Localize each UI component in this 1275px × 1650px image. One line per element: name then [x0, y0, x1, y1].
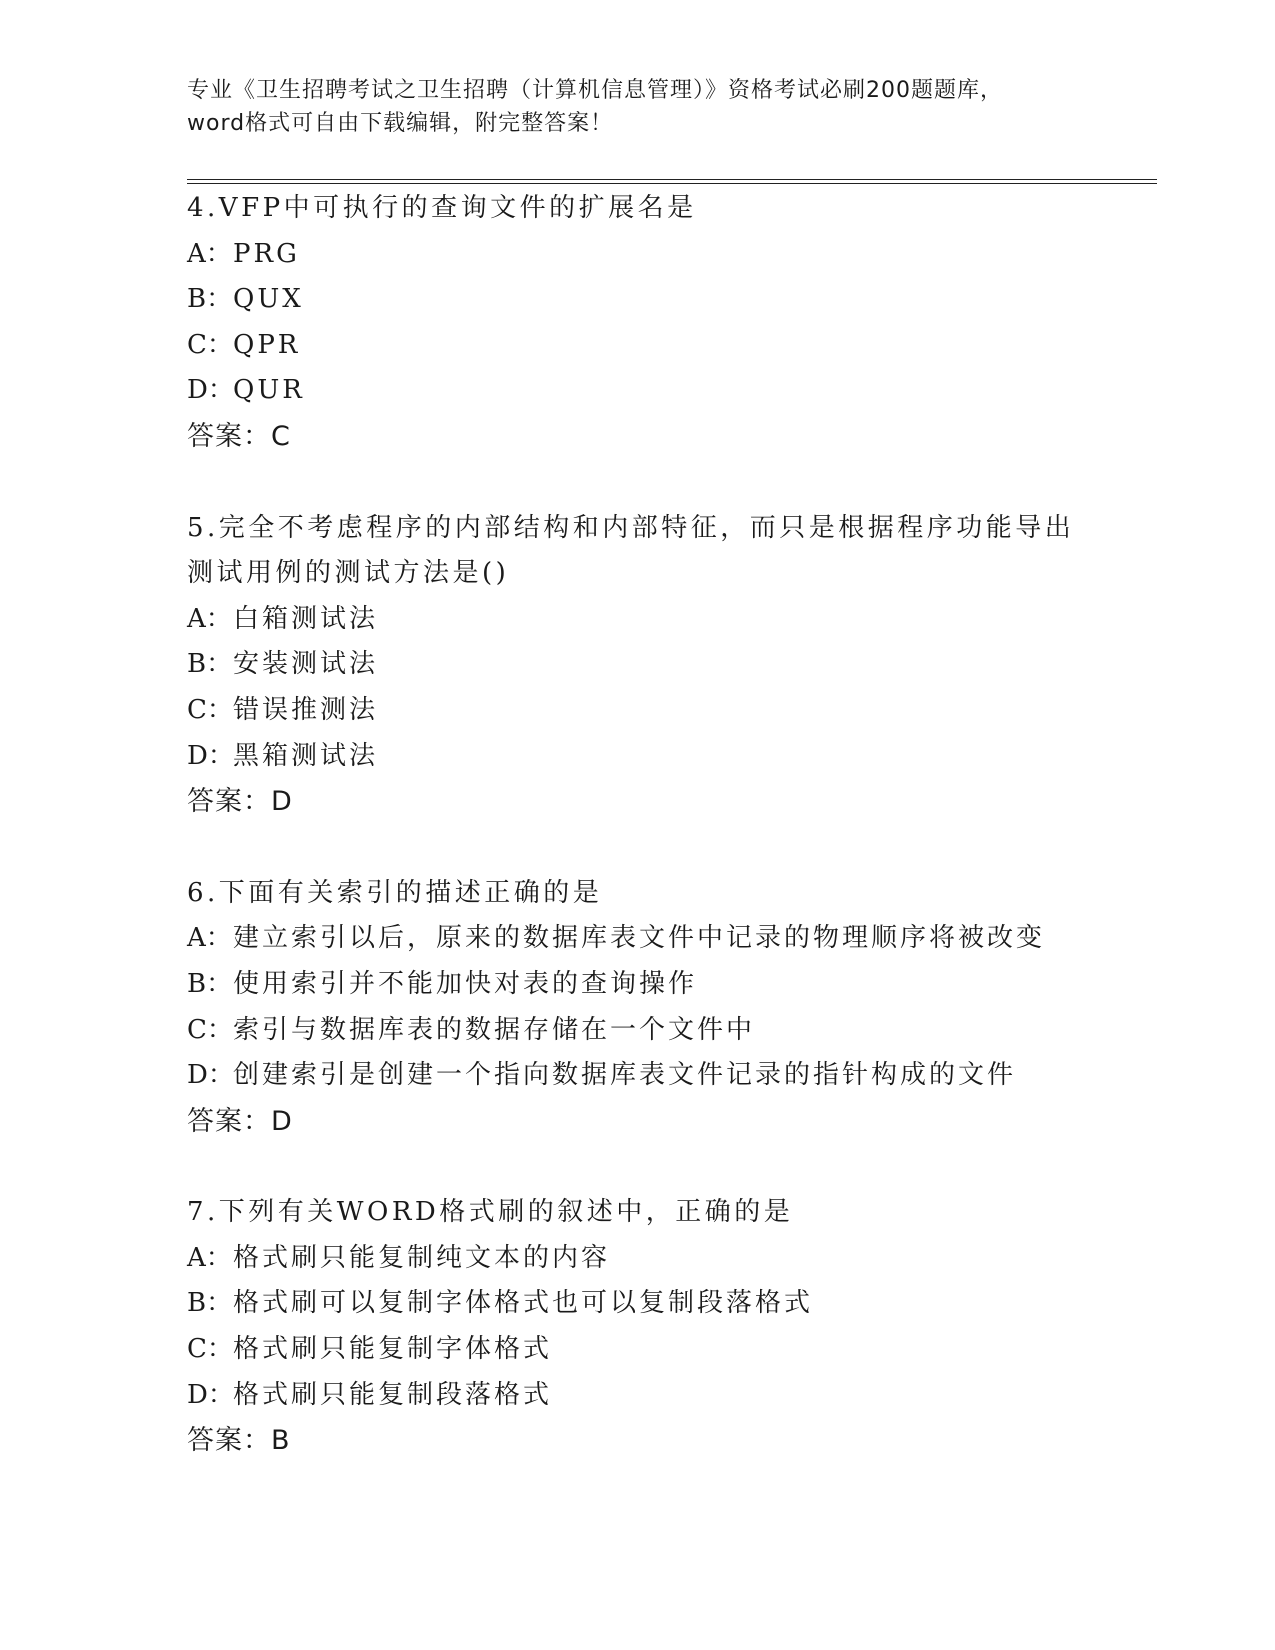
- option-label: D：: [187, 1060, 234, 1091]
- header-divider-top: [187, 179, 1157, 180]
- answer-text: 答案：D: [187, 1105, 293, 1137]
- option-b: [187, 642, 1157, 688]
- question-text: 6.下面有关索引的描述正确的是: [187, 877, 603, 908]
- answer-text: 答案：D: [187, 786, 293, 818]
- option-text: 格式刷只能复制纯文本的内容: [233, 1242, 611, 1273]
- option-label: D：: [187, 375, 234, 406]
- option-label: C：: [187, 1014, 233, 1045]
- question-text: 5.完全不考虑程序的内部结构和内部特征，而只是根据程序功能导出: [187, 512, 1075, 543]
- option-a: [187, 597, 1157, 643]
- header-line-2: word格式可自由下载编辑，附完整答案！: [187, 111, 614, 136]
- option-b: [187, 962, 1157, 1008]
- question-item: [187, 871, 1157, 1145]
- option-c: [187, 688, 1157, 734]
- option-d: [187, 1053, 1157, 1099]
- option-c: [187, 1327, 1157, 1373]
- header-divider-bottom: [187, 183, 1157, 184]
- header-line-1: 专业《卫生招聘考试之卫生招聘（计算机信息管理）》资格考试必刷200题题库，: [187, 78, 1003, 103]
- option-label: D：: [187, 1379, 234, 1410]
- option-b: [187, 1281, 1157, 1327]
- document-header: [187, 74, 1107, 140]
- option-label: B：: [187, 1288, 233, 1319]
- option-a: [187, 232, 1157, 278]
- question-item: [187, 506, 1157, 825]
- option-text: 错误推测法: [233, 694, 379, 725]
- option-label: B：: [187, 284, 233, 315]
- option-label: A：: [187, 923, 232, 954]
- option-text: 创建索引是创建一个指向数据库表文件记录的指针构成的文件: [233, 1060, 1017, 1091]
- option-a: [187, 1236, 1157, 1282]
- option-text: 格式刷可以复制字体格式也可以复制段落格式: [233, 1288, 814, 1319]
- option-text: 使用索引并不能加快对表的查询操作: [233, 968, 698, 999]
- option-label: C：: [187, 329, 233, 360]
- option-d: [187, 1373, 1157, 1419]
- option-text: 黑箱测试法: [233, 740, 379, 771]
- option-text: 格式刷只能复制字体格式: [233, 1334, 553, 1365]
- question-item: [187, 186, 1157, 460]
- option-d: [187, 734, 1157, 780]
- option-label: C：: [187, 694, 233, 725]
- option-label: A：: [187, 238, 232, 269]
- option-b: [187, 277, 1157, 323]
- option-d: [187, 368, 1157, 414]
- option-text: QPR: [233, 329, 301, 360]
- option-text: 白箱测试法: [233, 603, 379, 634]
- answer-text: 答案：B: [187, 1425, 291, 1457]
- option-label: C：: [187, 1334, 233, 1365]
- option-text: PRG: [233, 238, 300, 269]
- option-label: D：: [187, 740, 234, 771]
- question-text: 4.VFP中可执行的查询文件的扩展名是: [187, 193, 697, 223]
- option-a: [187, 916, 1157, 962]
- option-c: [187, 323, 1157, 369]
- answer-text: 答案：C: [187, 420, 291, 452]
- question-list: [187, 186, 1157, 1510]
- option-text: 建立索引以后，原来的数据库表文件中记录的物理顺序将被改变: [233, 923, 1046, 954]
- question-item: [187, 1190, 1157, 1464]
- option-text: 安装测试法: [233, 649, 379, 680]
- option-label: A：: [187, 603, 232, 634]
- option-text: QUR: [233, 375, 305, 406]
- question-text: 7.下列有关WORD格式刷的叙述中，正确的是: [187, 1197, 794, 1228]
- option-text: 索引与数据库表的数据存储在一个文件中: [233, 1014, 756, 1045]
- option-c: [187, 1008, 1157, 1054]
- option-text: 格式刷只能复制段落格式: [233, 1379, 553, 1410]
- option-text: QUX: [233, 284, 304, 315]
- option-label: B：: [187, 968, 233, 999]
- option-label: B：: [187, 649, 233, 680]
- question-text-continued: 测试用例的测试方法是(): [187, 558, 510, 589]
- option-label: A：: [187, 1242, 232, 1273]
